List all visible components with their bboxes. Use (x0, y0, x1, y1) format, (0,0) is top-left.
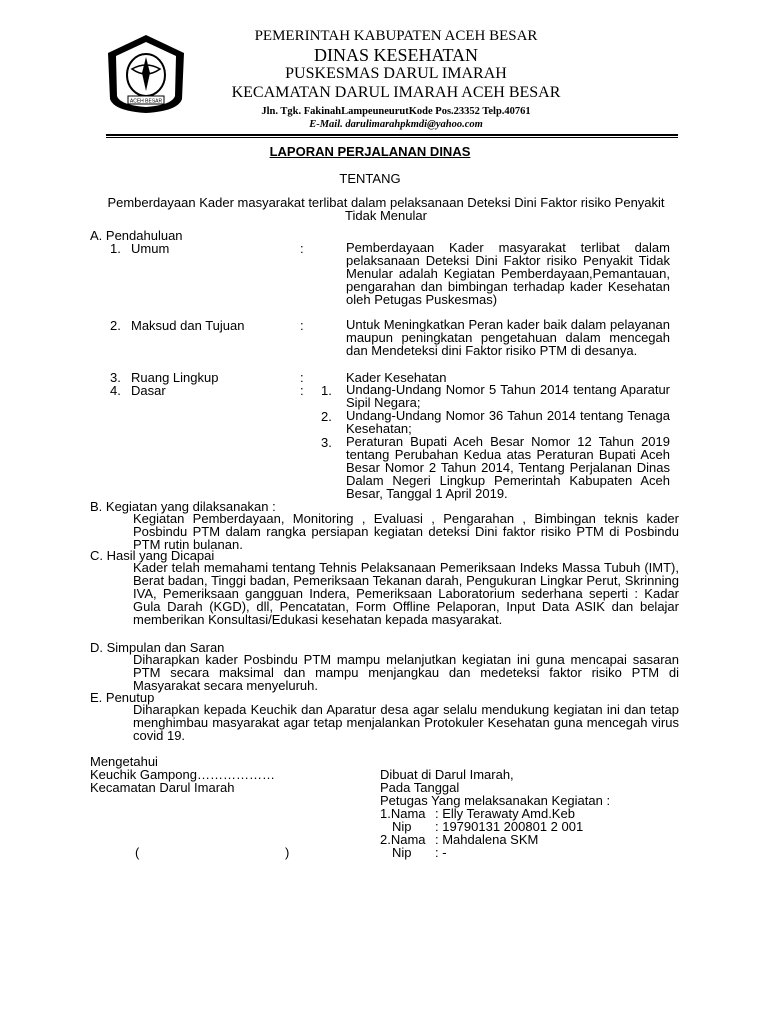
aceh-besar-emblem-logo (106, 33, 186, 115)
letterhead-divider (106, 134, 678, 136)
signature-left-open-paren: ( (135, 845, 140, 860)
report-topic: Pemberdayaan Kader masyarakat terlibat dalam pelaksanaan Deteksi Dini Faktor risiko Penyakit Tidak Menular (107, 195, 665, 223)
item-colon: : (300, 370, 304, 385)
item-text-umum: Pemberdayaan Kader masyarakat terlibat dalam pelaksanaan Deteksi Dini Faktor risiko Penyakit Tidak Menular adalah Kegiatan Pemberdayaan,Pemantauan, pengarahan dan bimbingan terhadap kader Kesehatan oleh Petugas Puskesmas) (346, 240, 670, 307)
officer2-name-label: 2.Nama (380, 832, 426, 847)
letterhead-department: DINAS KESEHATAN (313, 45, 479, 65)
section-d-text: Diharapkan kader Posbindu PTM mampu melanjutkan kegiatan ini guna mencapai sasaran PTM secara maksimal dan mampu menjangkau dan medeteksi faktor risiko PTM di Masyarakat secara menyeluruh. (133, 652, 679, 693)
section-c-heading: C. Hasil yang Dicapai (90, 548, 215, 563)
report-title: LAPORAN PERJALANAN DINAS (269, 144, 471, 159)
signature-left-line2: Keuchik Gampong……………… (90, 767, 275, 782)
letterhead-district: KECAMATAN DARUL IMARAH ACEH BESAR (231, 84, 561, 101)
letterhead-puskesmas: PUSKESMAS DARUL IMARAH (285, 65, 507, 82)
item-number: 2. (110, 318, 121, 333)
officer2-nip-value: : - (435, 845, 447, 860)
item-text-ruang: Kader Kesehatan (346, 370, 447, 385)
item-number: 3. (110, 370, 121, 385)
item-label: Umum (131, 241, 170, 256)
officer2-nip-label: Nip (392, 845, 412, 860)
item-number: 4. (110, 383, 121, 398)
dasar-number: 2. (321, 409, 332, 424)
letterhead-address: Jln. Tgk. FakinahLampeuneurutKode Pos.23352 Telp.40761 (261, 106, 531, 117)
section-a-heading: A. Pendahuluan (90, 228, 183, 243)
officer1-name-value: : Elly Terawaty Amd.Keb (435, 806, 575, 821)
letterhead-government: PEMERINTAH KABUPATEN ACEH BESAR (254, 28, 538, 44)
report-subtitle: TENTANG (339, 171, 401, 186)
dasar-number: 3. (321, 435, 332, 450)
item-colon: : (300, 383, 304, 398)
item-number: 1. (110, 241, 121, 256)
officer2-name-value: : Mahdalena SKM (435, 832, 539, 847)
section-c-text: Kader telah memahami tentang Tehnis Pelaksanaan Pemeriksaan Indeks Massa Tubuh (IMT), Berat badan, Tinggi badan, Pemeriksaan Tekanan darah, Pengukuran Lingkar Perut, Skrinning IVA, Pemeriksaan gangguan Indera, Pemeriksaan Laboratorium sederhana seperti : Kadar Gula Darah (KGD), dll, Pencatatan, Form Offline Pelaporan, Input Data ASIK dan belajar memberikan Konsultasi/Edukasi kesehatan kepada masyarakat. (133, 560, 679, 627)
signature-left-line1: Mengetahui (90, 754, 158, 769)
item-label: Maksud dan Tujuan (131, 318, 245, 333)
dasar-number: 1. (321, 383, 332, 398)
section-b-heading: B. Kegiatan yang dilaksanakan : (90, 499, 276, 514)
signature-right-line1: Dibuat di Darul Imarah, (380, 767, 514, 782)
section-b-text: Kegiatan Pemberdayaan, Monitoring , Evaluasi , Pengarahan , Bimbingan teknis kader Posbindu PTM dalam rangka persiapan kegiatan deteksi Dini faktor risiko PTM di Posbindu PTM rutin bulanan. (133, 511, 679, 552)
letterhead-email: E-Mail. darulimarahpkmdi@yahoo.com (309, 119, 483, 130)
item-text-maksud: Untuk Meningkatkan Peran kader baik dalam pelayanan maupun peningkatan pengetahuan dalam mencegah dan Mendeteksi dini Faktor risiko PTM di desanya. (346, 317, 670, 358)
officer1-nip-label: Nip (392, 819, 412, 834)
section-e-heading: E. Penutup (90, 690, 155, 705)
dasar-text: Peraturan Bupati Aceh Besar Nomor 12 Tahun 2019 tentang Perubahan Kedua atas Peraturan Bupati Aceh Besar Nomor 2 Tahun 2014, Tentang Perjalanan Dinas Dalam Negeri Lingkup Pemerintah Kabupaten Aceh Besar, Tanggal 1 April 2019. (346, 434, 670, 501)
signature-right-line3: Petugas Yang melaksanakan Kegiatan : (380, 793, 611, 808)
signature-left-line3: Kecamatan Darul Imarah (90, 780, 235, 795)
signature-right-line2: Pada Tanggal (380, 780, 460, 795)
item-colon: : (300, 241, 304, 256)
section-d-heading: D. Simpulan dan Saran (90, 640, 225, 655)
section-e-text: Diharapkan kepada Keuchik dan Aparatur desa agar selalu mendukung kegiatan ini dan tetap menghimbau masyarakat agar tetap menjalankan Protokuler Kesehatan guna mencegah virus covid 19. (133, 702, 679, 743)
logo-text: ACEH BESAR (129, 98, 163, 105)
officer1-name-label: 1.Nama (380, 806, 426, 821)
dasar-text: Undang-Undang Nomor 5 Tahun 2014 tentang Aparatur Sipil Negara; (346, 382, 670, 410)
letterhead-divider-thin (106, 137, 678, 138)
item-colon: : (300, 318, 304, 333)
item-label: Ruang Lingkup (131, 370, 219, 385)
signature-left-close-paren: ) (285, 845, 290, 860)
officer1-nip-value: : 19790131 200801 2 001 (435, 819, 584, 834)
dasar-text: Undang-Undang Nomor 36 Tahun 2014 tentang Tenaga Kesehatan; (346, 408, 670, 436)
item-label: Dasar (131, 383, 166, 398)
